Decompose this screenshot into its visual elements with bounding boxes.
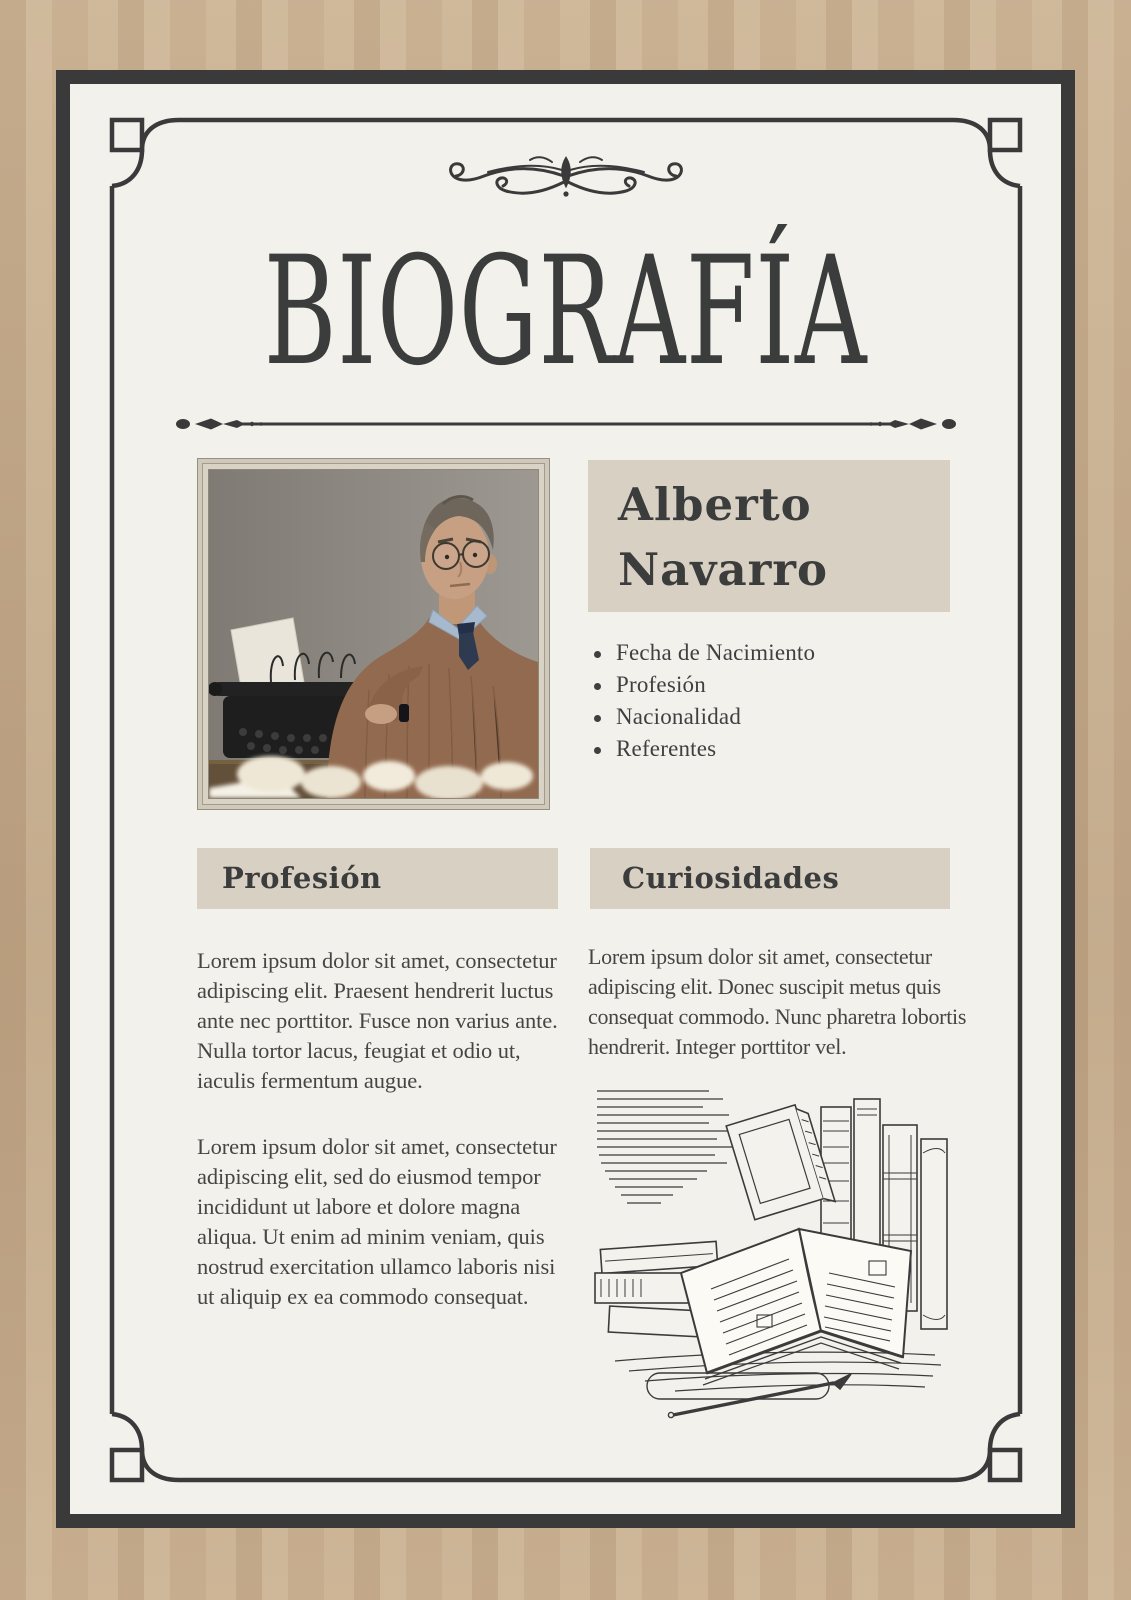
list-item [592, 640, 962, 672]
bullet-dot-icon [594, 715, 601, 722]
bullet-label: Fecha de Nacimiento [616, 640, 816, 665]
bullet-label: Profesión [616, 672, 706, 697]
portrait-frame [197, 458, 550, 810]
name-line-2: Navarro [618, 543, 829, 596]
name-box [588, 460, 950, 612]
profile-bullet-list [592, 640, 962, 768]
books-sketch-icon [585, 1076, 967, 1430]
paragraph: Lorem ipsum dolor sit amet, consectetur adipiscing elit, sed do eiusmod tempor incididunt ut labore et dolore magna aliqua. Ut enim ad minim veniam, quis nostrud exercitation ullamco laboris nisi ut aliquip ex ea commodo consequat. [197, 1134, 557, 1309]
portrait-photo [209, 470, 538, 798]
paragraph: Lorem ipsum dolor sit amet, consectetur adipiscing elit. Praesent hendrerit luctus ante nec porttitor. Fusce non varius ante. Nulla tortor lacus, feugiat et odio ut, iaculis fermentum augue. [197, 948, 558, 1093]
bullet-dot-icon [594, 683, 601, 690]
bullet-dot-icon [594, 651, 601, 658]
paragraph: Lorem ipsum dolor sit amet, consectetur adipiscing elit. Donec suscipit metus quis consequat commodo. Nunc pharetra lobortis hendrerit. Integer porttitor vel. [588, 944, 967, 1059]
right-column [588, 942, 968, 1098]
scroll-flourish-icon [420, 150, 712, 216]
section-header-curiosidades: Curiosidades [590, 848, 950, 909]
bullet-dot-icon [594, 747, 601, 754]
books-illustration [585, 1076, 967, 1430]
list-item [592, 736, 962, 768]
name-line-1: Alberto [618, 478, 812, 531]
bullet-label: Referentes [616, 736, 717, 761]
section-header-profesion: Profesión [197, 848, 558, 909]
title-divider [169, 413, 963, 435]
bullet-label: Nacionalidad [616, 704, 742, 729]
page-title: BIOGRAFÍA [263, 225, 868, 399]
list-item [592, 672, 962, 704]
list-item [592, 704, 962, 736]
left-column [197, 946, 569, 1348]
